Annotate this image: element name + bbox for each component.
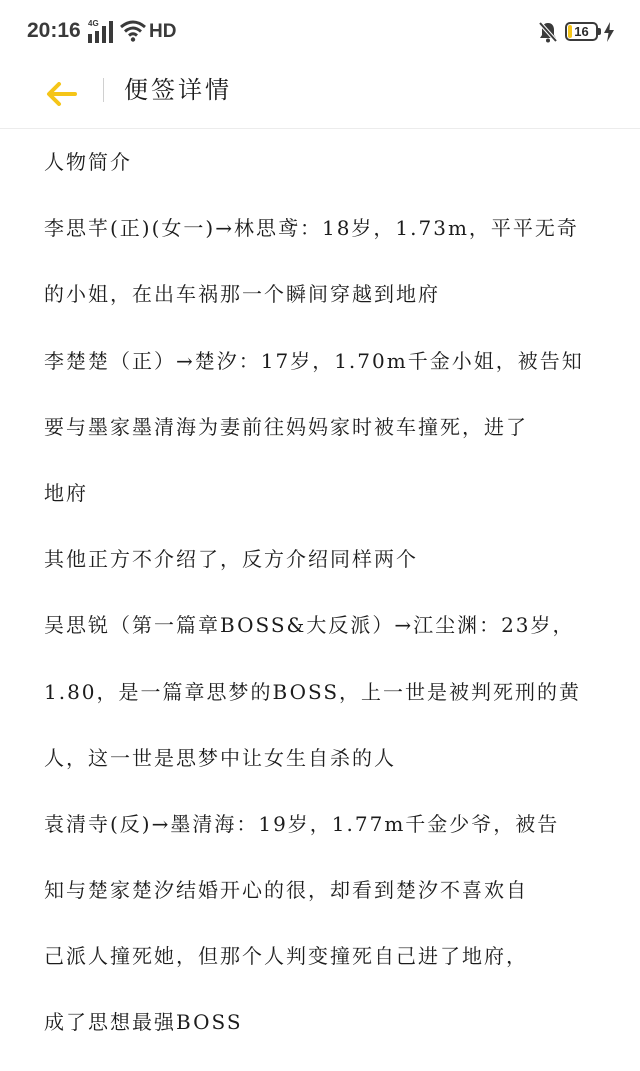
note-line: 李楚楚（正）→楚汐：17岁，1.70m千金小姐，被告知 <box>44 348 584 373</box>
note-line: 己派人撞死她，但那个人判变撞死自己进了地府， <box>44 944 528 969</box>
hd-indicator: HD <box>149 21 177 42</box>
note-line: 地府 <box>44 480 88 505</box>
battery-level: 16 <box>574 24 589 39</box>
note-line: 要与墨家墨清海为妻前往妈妈家时被车撞死，进了 <box>44 414 528 439</box>
status-bar <box>0 0 640 64</box>
note-line: 袁清寺(反)→墨清海：19岁，1.77m千金少爷，被告 <box>44 811 560 836</box>
wifi-icon <box>120 20 146 46</box>
note-line: 人物简介 <box>44 150 132 174</box>
note-line: 成了思想最强BOSS <box>44 1010 243 1035</box>
note-line: 人，这一世是思梦中让女生自杀的人 <box>44 745 396 770</box>
note-content[interactable] <box>44 129 600 1056</box>
back-button[interactable] <box>40 72 84 116</box>
header-divider <box>103 78 104 102</box>
note-line: 其他正方不介绍了，反方介绍同样两个 <box>44 547 418 572</box>
note-line: 知与楚家楚汐结婚开心的很，却看到楚汐不喜欢自 <box>44 878 528 903</box>
status-time: 20:16 <box>27 19 81 42</box>
charging-icon <box>603 22 615 46</box>
note-line: 李思芊(正)(女一)→林思鸢：18岁，1.73m，平平无奇 <box>44 216 579 241</box>
signal-icon <box>88 21 116 43</box>
note-line: 1.80，是一篇章思梦的BOSS，上一世是被判死刑的黄 <box>44 679 582 704</box>
battery-icon <box>565 22 598 41</box>
note-line: 吴思锐（第一篇章BOSS&大反派）→江尘渊：23岁， <box>44 613 575 638</box>
page-title: 便签详情 <box>124 76 232 104</box>
header <box>0 64 640 129</box>
back-arrow-icon <box>46 82 78 106</box>
battery-tip <box>598 28 601 35</box>
network-type: 4G <box>88 19 99 28</box>
note-line: 的小姐，在出车祸那一个瞬间穿越到地府 <box>44 282 440 307</box>
mute-icon <box>538 21 558 47</box>
